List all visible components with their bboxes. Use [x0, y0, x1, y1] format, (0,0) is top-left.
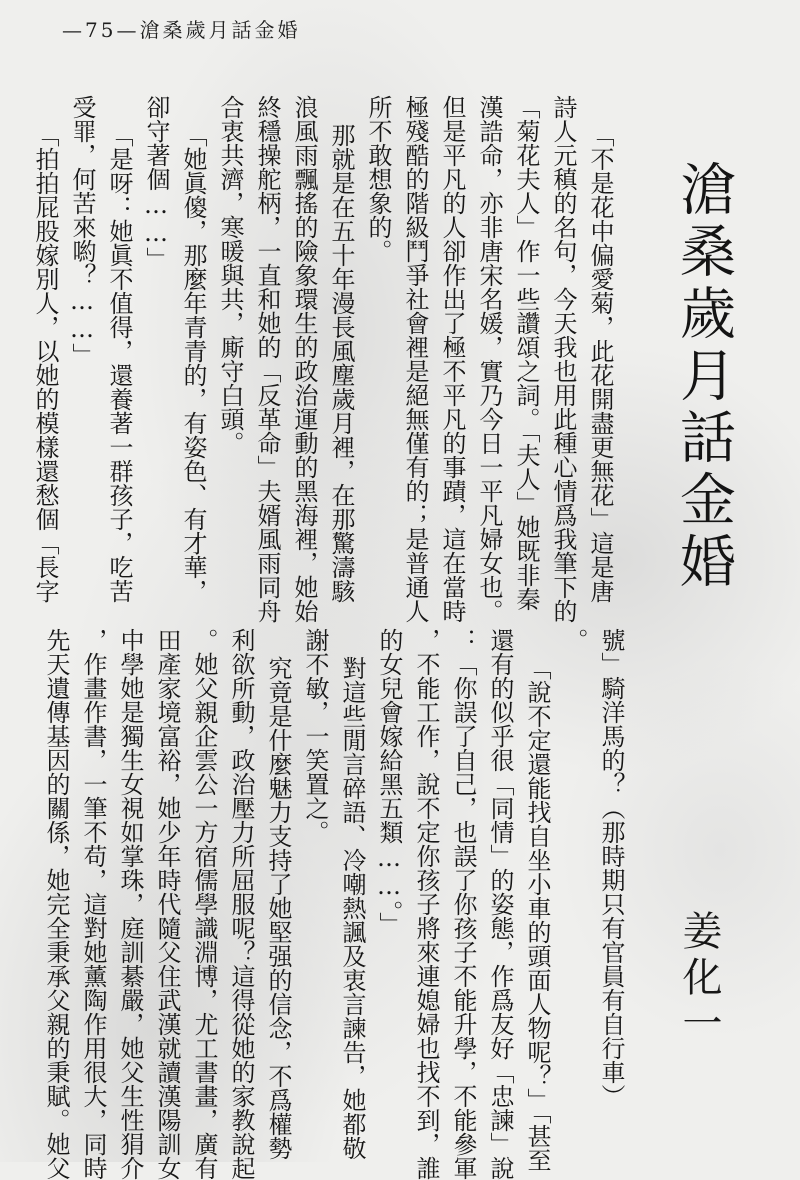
text-column: 「菊花夫人」作一些讚頌之詞。「夫人」她既非秦: [512, 95, 540, 611]
text-column: 所不敢想象的。: [364, 95, 392, 263]
text-column: 田產家境富裕，她少年時代隨父住武漢就讀漢陽訓女: [153, 628, 181, 1180]
text-column: 漢誥命，亦非唐宋名媛，實乃今日一平凡婦女也。: [475, 95, 503, 623]
text-column: 究竟是什麼魅力支持了她堅强的信念，不爲權勢: [264, 656, 292, 1160]
text-column: 卻守著個……」: [142, 95, 170, 271]
text-column: 還有的似乎很「同情」的姿態，作爲友好「忠諫」說: [486, 628, 514, 1180]
running-header: —75—滄桑歲月話金婚: [62, 18, 301, 42]
text-column: 極殘酷的階級鬥爭社會裡是絕無僅有的；是普通人: [401, 95, 429, 623]
text-column: ：「你誤了自己，也誤了你孩子不能升學，不能參軍: [449, 628, 477, 1180]
text-column: 「是呀：她眞不值得，還養著一群孩子，吃苦: [105, 123, 133, 603]
text-column: 謝不敏，一笑置之。: [301, 628, 329, 844]
text-column: 詩人元稹的名句，今天我也用此種心情爲我筆下的: [549, 95, 577, 623]
text-column: ，作畫作書，一筆不苟，這對她薰陶作用很大，同時: [79, 628, 107, 1180]
text-column: 「不是花中偏愛菊，此花開盡更無花」這是唐: [586, 123, 614, 603]
text-column: 號」騎洋馬的？（那時期只有官員有自行車）: [597, 628, 625, 1108]
article-title: 滄桑歲月話金婚: [671, 160, 736, 594]
text-column: ，不能工作，說不定你孩子將來連媳婦也找不到，誰: [412, 628, 440, 1180]
text-column: 「拍拍屁股嫁別人，以她的模樣還愁個「長字: [31, 123, 59, 603]
text-column: 對這些閒言碎語、冷嘲熱諷及衷言諫告，她都敬: [338, 656, 366, 1160]
text-column: 「她眞傻，那麼年青青的，有姿色、有才華，: [179, 123, 207, 603]
text-column: 。: [560, 628, 588, 652]
text-column: 先天遺傳基因的關係，她完全秉承父親的秉賦。她父: [42, 628, 70, 1180]
text-column: 利欲所動，政治壓力所屈服呢？這得從她的家教說起: [227, 628, 255, 1180]
text-column: 受罪，何苦來喲？……」: [68, 95, 96, 367]
text-column: 但是平凡的人卻作出了極不平凡的事蹟，這在當時: [438, 95, 466, 623]
text-column: 那就是在五十年漫長風塵歲月裡，在那驚濤駭: [327, 123, 355, 603]
text-column: 中學她是獨生女視如掌珠，庭訓綦嚴，她父生性狷介: [116, 628, 144, 1180]
text-column: 合衷共濟，寒暖與共，廝守白頭。: [216, 95, 244, 455]
text-column: 的女兒會嫁給黑五類……。」: [375, 628, 403, 936]
author-name: 姜化一: [676, 910, 722, 1048]
text-column: 終穩操舵柄，一直和她的「反革命」夫婿風雨同舟: [253, 95, 281, 623]
text-column: 浪風雨飄搖的險象環生的政治運動的黑海裡，她始: [290, 95, 318, 623]
text-column: 。她父親企雲公一方宿儒學識淵博，尤工書畫，廣有: [190, 628, 218, 1180]
text-column: 「說不定還能找自坐小車的頭面人物呢？」「甚至: [523, 656, 551, 1172]
